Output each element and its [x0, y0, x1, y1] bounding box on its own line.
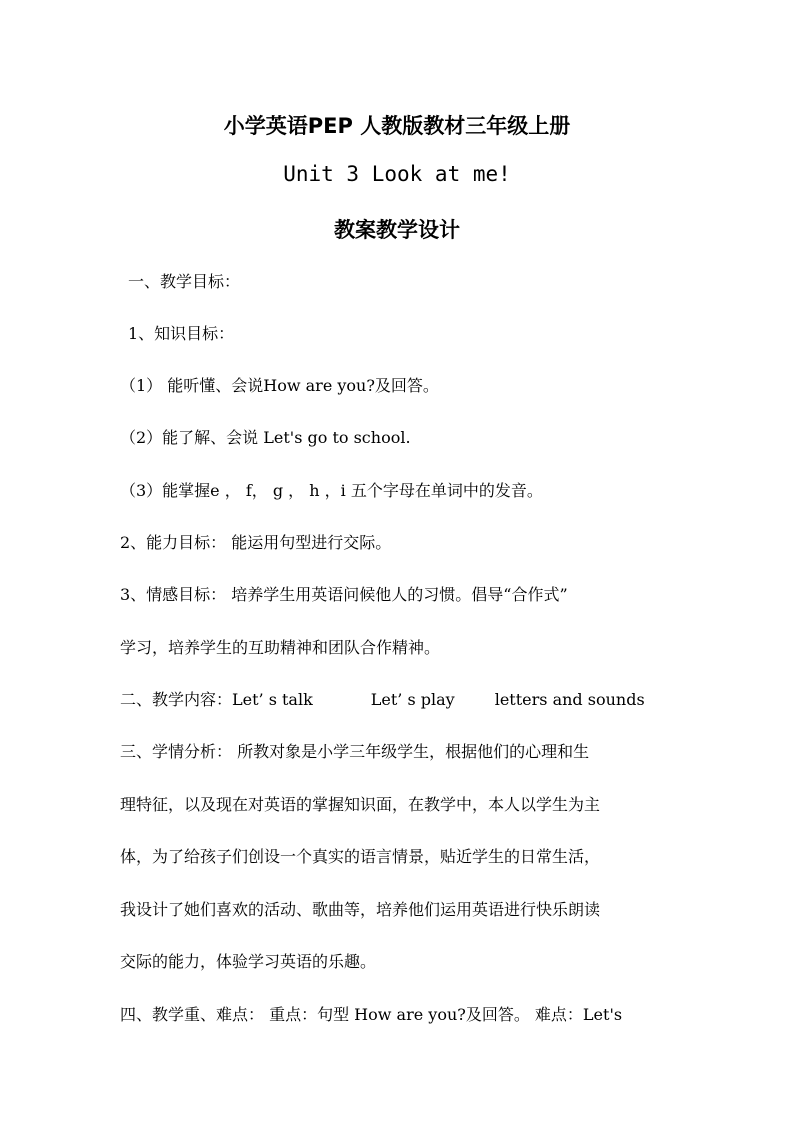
teaching-content-part3: letters and sounds	[494, 690, 645, 709]
learner-analysis-line5: 交际的能力，体验学习英语的乐趣。	[120, 952, 377, 971]
learner-analysis-line3: 体，为了给孩子们创设一个真实的语言情景，贴近学生的日常生活，	[120, 847, 601, 866]
knowledge-objectives-heading: 1、知识目标：	[128, 324, 235, 343]
objective-item-1: （1） 能听懂、会说How are you?及回答。	[120, 376, 439, 395]
objective-item-2: （2）能了解、会说 Let's go to school.	[120, 428, 411, 447]
learner-analysis-line2: 理特征，以及现在对英语的掌握知识面，在教学中，本人以学生为主	[120, 795, 601, 814]
key-difficult-points: 四、教学重、难点： 重点：句型 How are you?及回答。 难点：Let's	[120, 1005, 623, 1024]
objective-item-3: （3）能掌握e ， f， g ， h ，i 五个字母在单词中的发音。	[120, 481, 543, 500]
teaching-content	[120, 690, 645, 710]
teaching-content-part1: 二、教学内容：Let’ s talk	[120, 690, 313, 709]
ability-objectives: 2、能力目标： 能运用句型进行交际。	[120, 533, 392, 552]
learner-analysis-line4: 我设计了她们喜欢的活动、歌曲等，培养他们运用英语进行快乐朗读	[120, 900, 601, 919]
section-teaching-objectives: 一、教学目标：	[128, 272, 241, 291]
document-subtitle: 教案教学设计	[334, 218, 460, 242]
learner-analysis: 三、学情分析： 所教对象是小学三年级学生，根据他们的心理和生	[120, 742, 590, 761]
document-title: 小学英语PEP 人教版教材三年级上册	[223, 114, 571, 138]
emotional-objectives: 3、情感目标： 培养学生用英语问候他人的习惯。倡导“合作式”	[120, 585, 568, 604]
emotional-objectives-cont: 学习，培养学生的互助精神和团队合作精神。	[120, 638, 441, 657]
unit-title: Unit 3 Look at me!	[283, 162, 511, 186]
teaching-content-part2: Let’ s play	[370, 690, 455, 709]
